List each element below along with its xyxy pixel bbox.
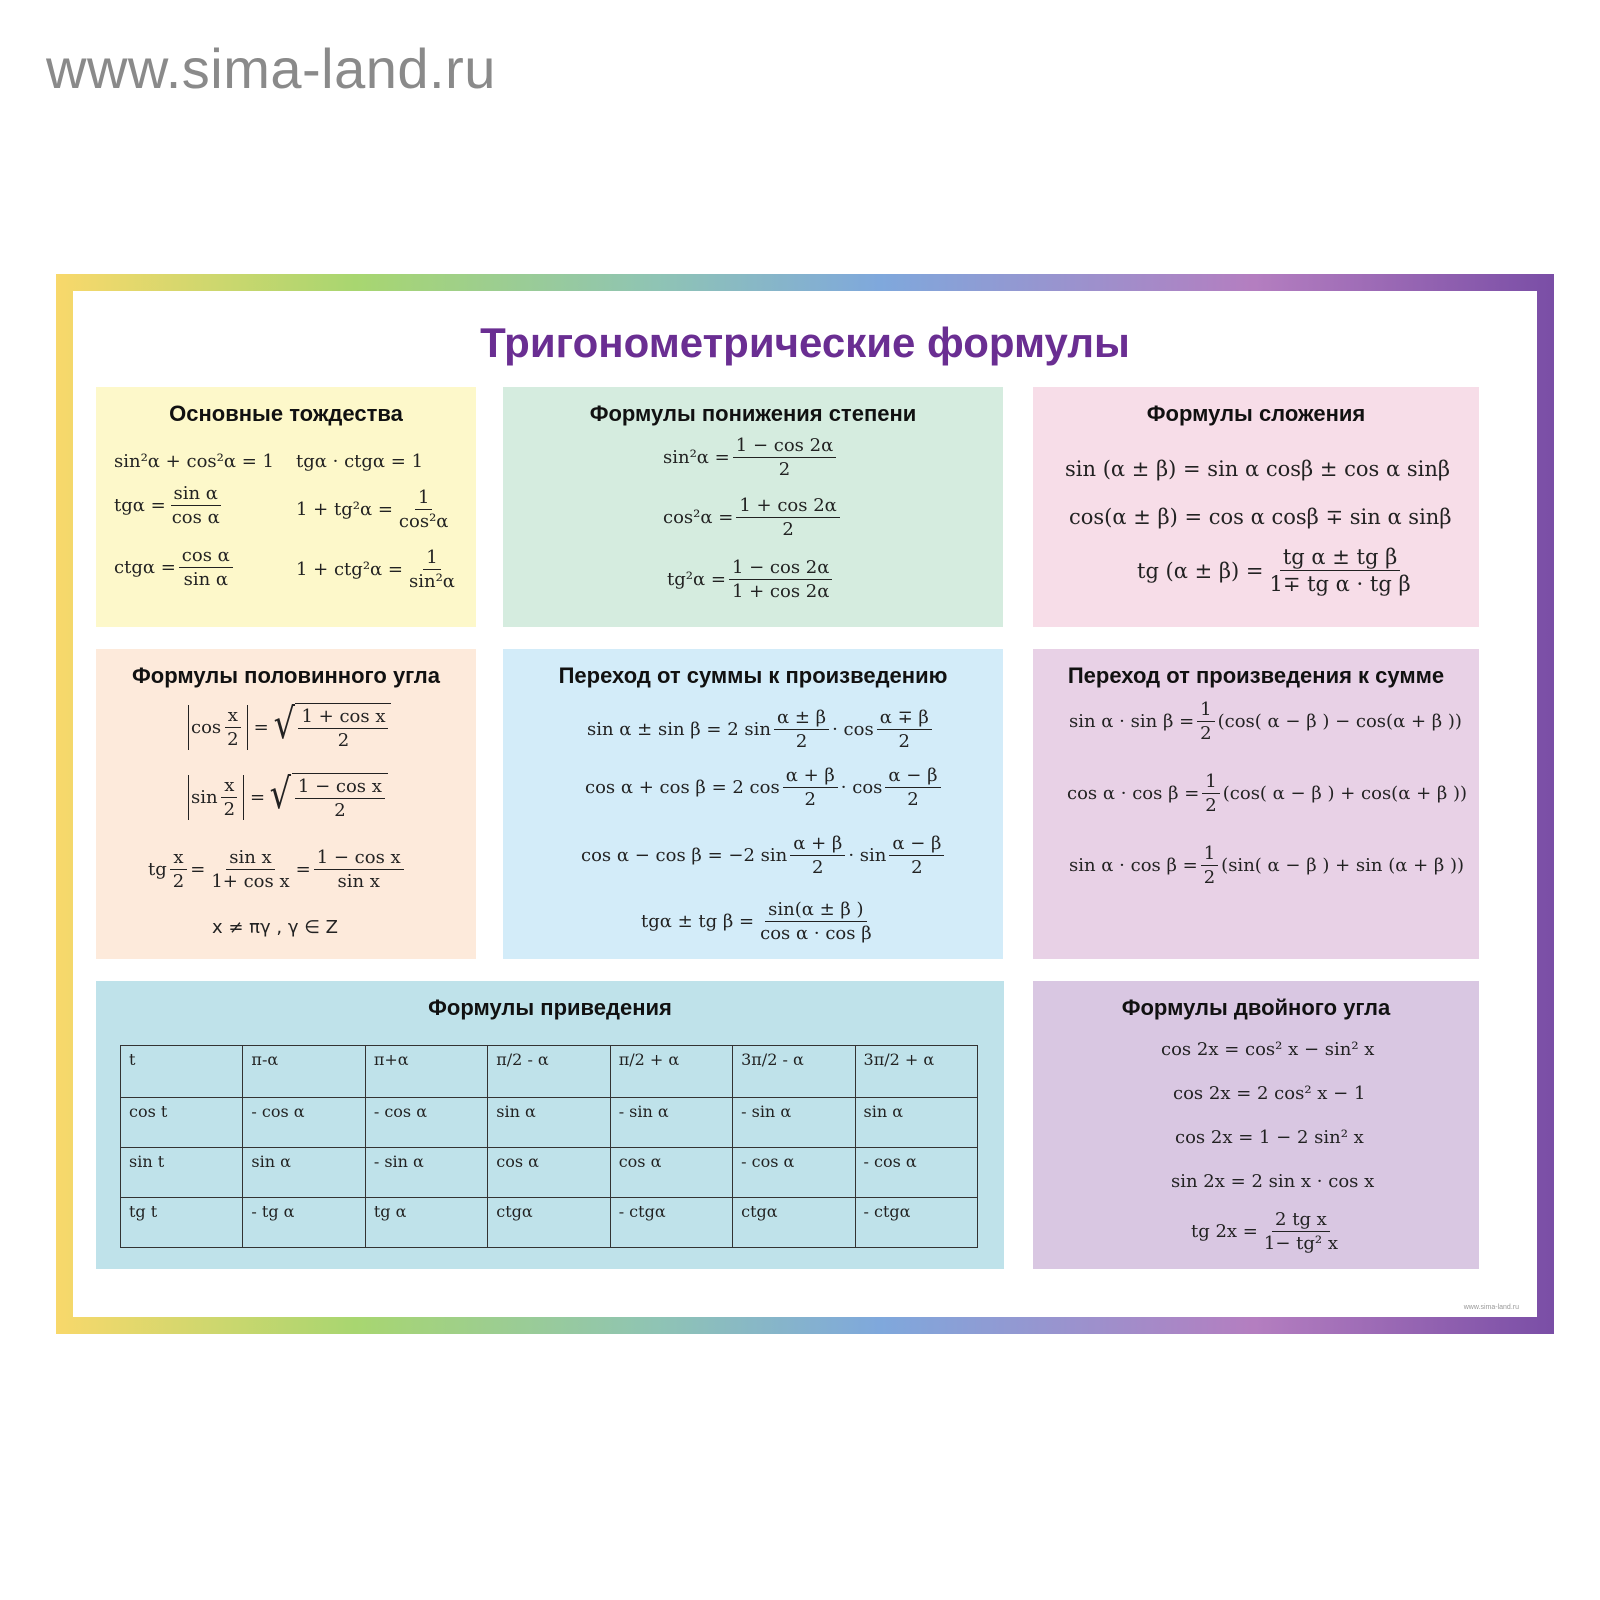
table-cell: - cos α: [243, 1098, 365, 1148]
formula: cos $\frac{x}{2}$ = √ $\frac{\text{1 + cos x}}{2}$: [188, 703, 391, 751]
formula: tg 2x = $\frac{\text{2 tg x}}{\text{1− tg² x}}$: [1191, 1209, 1338, 1254]
formula: cos(α ± β) = cos α cosβ ∓ sin α sinβ: [1069, 505, 1452, 529]
site-watermark: www.sima-land.ru: [46, 37, 496, 100]
poster-frame: [56, 274, 1554, 1334]
table-cell: sin t: [121, 1148, 243, 1198]
panel-reduction-formulas: [96, 981, 1004, 1269]
table-cell: π/2 + α: [610, 1046, 732, 1098]
formula: ctgα = $\frac{\text{cos α}}{\text{sin α}}$: [114, 545, 236, 590]
panel-title: Переход от произведения к сумме: [1067, 663, 1445, 688]
formula: sin α · cos β = $\frac{1}{2}$ (sin( α − β ) + sin (α + β )): [1069, 843, 1465, 888]
formula: 1 + ctg²α = $\frac{1}{\text{sin²α}}$: [296, 547, 455, 592]
panel-title: Основные тождества: [169, 401, 403, 426]
footer-mark: www.sima-land.ru: [1463, 1304, 1519, 1311]
table-cell: - tg α: [243, 1198, 365, 1248]
formula: 1 + tg²α = $\frac{1}{\text{cos²α}}$: [296, 487, 449, 532]
panel-sum-to-product: [503, 649, 1003, 959]
panel-basic-identities: [96, 387, 476, 627]
formula: sin²α + cos²α = 1: [114, 451, 274, 472]
table-cell: sin α: [855, 1098, 977, 1148]
formula: sin α · sin β = $\frac{1}{2}$ (cos( α − β ) − cos(α + β )): [1069, 699, 1462, 744]
panel-title: Формулы сложения: [1146, 401, 1366, 426]
formula: tgα = $\frac{\text{sin α}}{\text{cos α}}$: [114, 483, 220, 528]
panel-title: Формулы приведения: [428, 995, 672, 1020]
table-cell: - cos α: [855, 1148, 977, 1198]
table-cell: - cos α: [365, 1098, 487, 1148]
formula: cos α − cos β = −2 sin $\frac{\alpha + \beta}{2}$ · sin $\frac{\alpha - \beta}{2}$: [581, 833, 947, 878]
formula: sin $\frac{x}{2}$ = √ $\frac{\text{1 − cos x}}{2}$: [188, 773, 388, 821]
table-cell: - sin α: [733, 1098, 855, 1148]
table-cell: - sin α: [365, 1148, 487, 1198]
panel-title: Формулы половинного угла: [131, 663, 441, 688]
panel-title: Формулы понижения степени: [589, 401, 917, 426]
poster-title: Тригонометрические формулы: [480, 319, 1130, 366]
table-cell: 3π/2 + α: [855, 1046, 977, 1098]
panel-title: Переход от суммы к произведению: [558, 663, 948, 688]
table-cell: 3π/2 - α: [733, 1046, 855, 1098]
formula: cos 2x = cos² x − sin² x: [1161, 1039, 1375, 1060]
table-cell: tg t: [121, 1198, 243, 1248]
formula: cos 2x = 2 cos² x − 1: [1173, 1083, 1366, 1104]
formula: cos α · cos β = $\frac{1}{2}$ (cos( α − β ) + cos(α + β )): [1067, 771, 1468, 816]
table-cell: - sin α: [610, 1098, 732, 1148]
table-cell: ctgα: [488, 1198, 610, 1248]
table-row: [121, 1098, 978, 1148]
panel-product-to-sum: [1033, 649, 1479, 959]
panel-power-reduction: [503, 387, 1003, 627]
formula: tg (α ± β) = $\frac{\text{tg α ± tg β}}{\text{1∓ tg α · tg β}}$: [1137, 545, 1411, 596]
table-row: [121, 1148, 978, 1198]
panel-half-angle: [96, 649, 476, 959]
formula: sin α ± sin β = 2 sin $\frac{\alpha \pm \beta}{2}$ · cos $\frac{\alpha \mp \beta}{2}$: [587, 707, 935, 752]
formula: sin (α ± β) = sin α cosβ ± cos α sinβ: [1065, 457, 1450, 481]
table-cell: - cos α: [733, 1148, 855, 1198]
table-cell: π-α: [243, 1046, 365, 1098]
table-cell: cos α: [488, 1148, 610, 1198]
table-cell: cos α: [610, 1148, 732, 1198]
formula: tg $\frac{x}{2}$ = $\frac{\text{sin x}}{\text{1+ cos x}}$ = $\frac{\text{1 − cos x}}{\text{sin x}}$: [148, 847, 407, 892]
table-cell: ctgα: [733, 1198, 855, 1248]
formula: cos 2x = 1 − 2 sin² x: [1175, 1127, 1364, 1148]
panel-addition: [1033, 387, 1479, 627]
formula: cos α + cos β = 2 cos $\frac{\alpha + \beta}{2}$ · cos $\frac{\alpha - \beta}{2}$: [585, 765, 944, 810]
table-cell: - ctgα: [855, 1198, 977, 1248]
reduction-table: [120, 1045, 978, 1248]
panel-double-angle: [1033, 981, 1479, 1269]
formula: tg²α = $\frac{1 - \cos 2\alpha}{1 + \cos 2\alpha}$: [667, 557, 835, 602]
table-cell: π/2 - α: [488, 1046, 610, 1098]
formula: sin²α = $\frac{1 - \cos 2\alpha}{2}$: [663, 435, 839, 480]
panel-title: Формулы двойного угла: [1121, 995, 1391, 1020]
table-row: [121, 1198, 978, 1248]
table-cell: sin α: [488, 1098, 610, 1148]
table-cell: tg α: [365, 1198, 487, 1248]
condition: x ≠ πγ , γ ∈ Z: [212, 917, 338, 938]
table-header-row: [121, 1046, 978, 1098]
formula: cos²α = $\frac{1 + \cos 2\alpha}{2}$: [663, 495, 843, 540]
table-cell: sin α: [243, 1148, 365, 1198]
formula: sin 2x = 2 sin x · cos x: [1171, 1171, 1375, 1192]
formula: tgα ± tg β = $\frac{\sin(\alpha \pm \beta )}{\text{cos α · cos β}}$: [641, 899, 872, 944]
table-cell: π+α: [365, 1046, 487, 1098]
table-cell: t: [121, 1046, 243, 1098]
poster: [73, 291, 1537, 1317]
table-cell: cos t: [121, 1098, 243, 1148]
table-cell: - ctgα: [610, 1198, 732, 1248]
formula: tgα · ctgα = 1: [296, 451, 424, 472]
